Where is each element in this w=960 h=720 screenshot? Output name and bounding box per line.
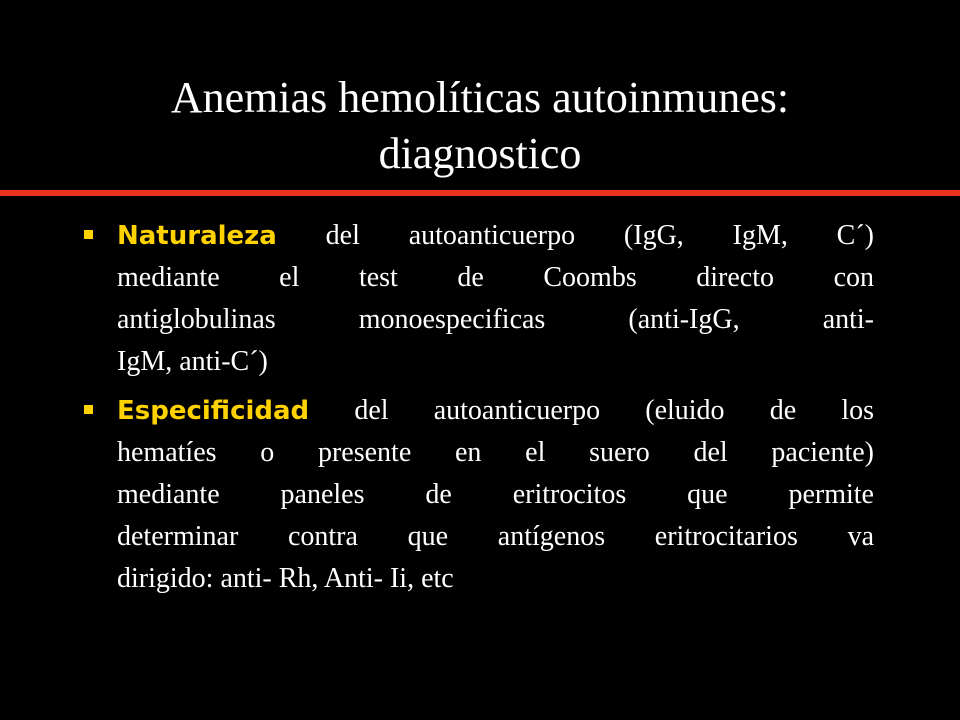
- square-bullet-icon: [84, 230, 93, 239]
- bullet-list: [84, 215, 874, 607]
- bullet-line: hematíes o presente en el suero del paciente): [117, 437, 874, 468]
- bullet-keyword: Naturaleza: [117, 221, 277, 251]
- bullet-line: [117, 390, 874, 432]
- bullet-item-naturaleza: [84, 215, 874, 383]
- bullet-line: mediante el test de Coombs directo con: [117, 262, 874, 293]
- square-bullet-icon: [84, 405, 93, 414]
- bullet-line: IgM, anti-C´): [117, 346, 268, 377]
- bullet-line: [117, 215, 874, 257]
- bullet-line: mediante paneles de eritrocitos que permite: [117, 479, 874, 510]
- bullet-keyword: Especificidad: [117, 396, 310, 426]
- title-line-2: diagnostico: [378, 129, 582, 178]
- title-line-1: Anemias hemolíticas autoinmunes:: [170, 73, 790, 122]
- slide-title: [40, 70, 920, 182]
- bullet-item-especificidad: [84, 390, 874, 600]
- bullet-text: del autoanticuerpo (eluido de los: [309, 395, 874, 426]
- title-divider: [0, 190, 960, 196]
- bullet-line: antiglobulinas monoespecificas (anti-IgG, anti-: [117, 304, 874, 335]
- bullet-line: dirigido: anti- Rh, Anti- Ii, etc: [117, 563, 454, 594]
- bullet-text: del autoanticuerpo (IgG, IgM, C´): [276, 220, 874, 251]
- bullet-line: determinar contra que antígenos eritrocitarios va: [117, 521, 874, 552]
